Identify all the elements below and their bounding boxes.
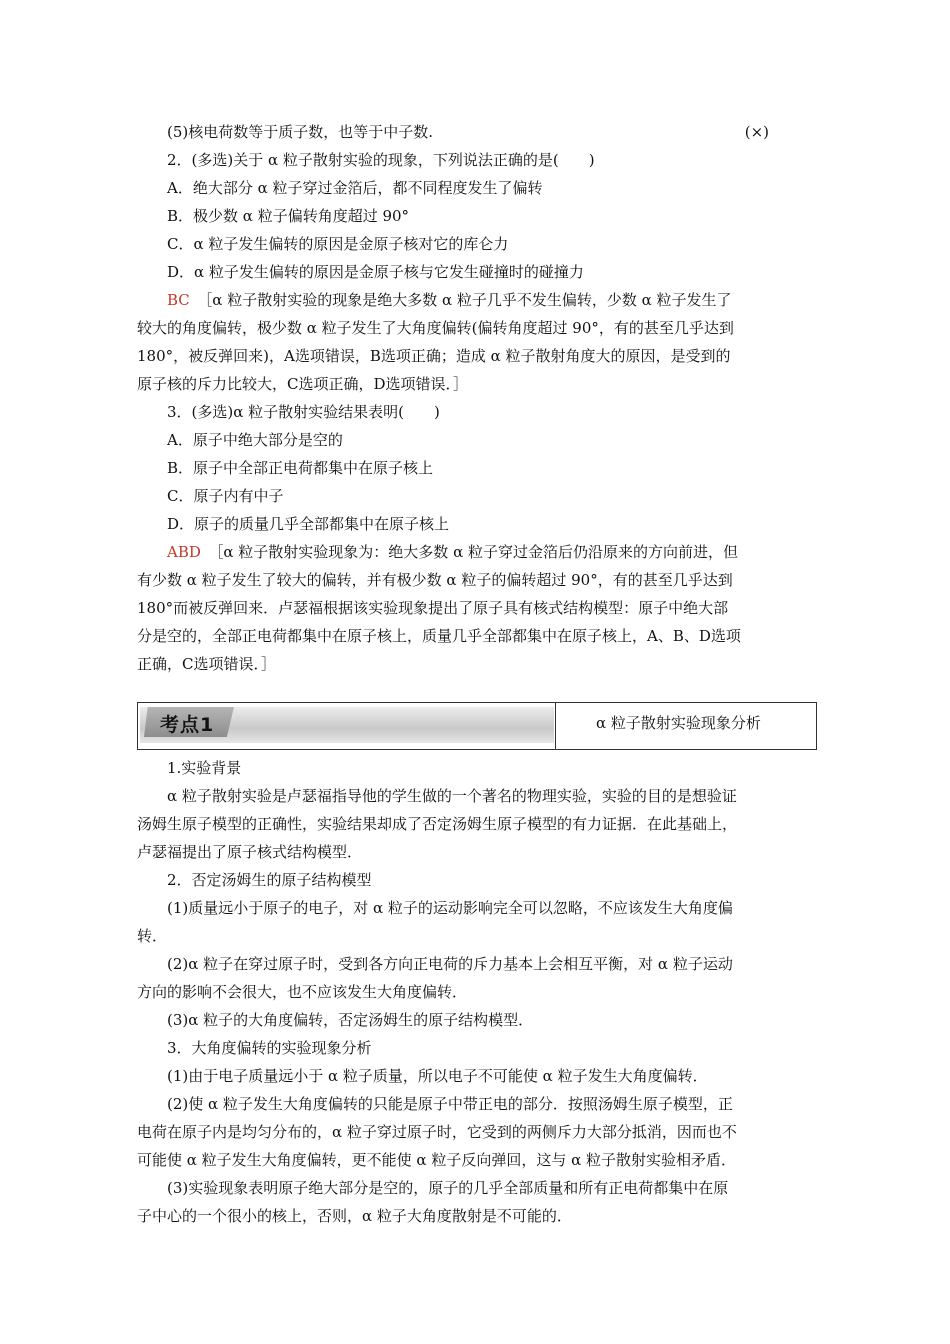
question-2-option-d: D．α 粒子发生偏转的原因是金原子核与它发生碰撞时的碰撞力 <box>167 263 584 281</box>
body-text-line: (3)实验现象表明原子绝大部分是空的，原子的几乎全部质量和所有正电荷都集中在原 <box>167 1179 729 1197</box>
question-3-answer: ABD <box>167 543 201 561</box>
question-2-explanation-line: 较大的角度偏转，极少数 α 粒子发生了大角度偏转(偏转角度超过 90°，有的甚至几乎达到 <box>137 319 734 337</box>
body-text-line: 方向的影响不会很大，也不应该发生大角度偏转． <box>137 983 468 1001</box>
body-text-line: (1)质量远小于原子的电子，对 α 粒子的运动影响完全可以忽略，不应该发生大角度偏 <box>167 899 733 917</box>
body-text-line: 汤姆生原子模型的正确性，实验结果却成了否定汤姆生原子模型的有力证据．在此基础上， <box>137 815 738 833</box>
statement-5-mark: (×) <box>744 123 769 141</box>
kaodian-header <box>137 702 817 750</box>
question-2-explanation-line: 180°，被反弹回来)，A选项错误，B选项正确；造成 α 粒子散射角度大的原因，是受到的 <box>137 347 731 365</box>
question-2-explanation-line: 原子核的斥力比较大，C选项正确，D选项错误．］ <box>137 375 469 393</box>
body-text-line: α 粒子散射实验是卢瑟福指导他的学生做的一个著名的物理实验，实验的目的是想验证 <box>167 787 737 805</box>
body-text-line: 子中心的一个很小的核上，否则，α 粒子大角度散射是不可能的． <box>137 1207 572 1225</box>
body-text-line: (1)由于电子质量远小于 α 粒子质量，所以电子不可能使 α 粒子发生大角度偏转． <box>167 1067 708 1085</box>
kaodian-body <box>137 754 817 1230</box>
body-text-line: (2)使 α 粒子发生大角度偏转的只能是原子中带正电的部分．按照汤姆生原子模型，正 <box>167 1095 733 1113</box>
question-2-option-a: A．绝大部分 α 粒子穿过金箔后，都不同程度发生了偏转 <box>167 179 543 197</box>
question-3-option-b: B．原子中全部正电荷都集中在原子核上 <box>167 459 434 477</box>
question-3-option-d: D．原子的质量几乎全部都集中在原子核上 <box>167 515 450 533</box>
body-text-line: 卢瑟福提出了原子核式结构模型． <box>137 843 363 861</box>
body-text-line: 电荷在原子内是均匀分布的，α 粒子穿过原子时，它受到的两侧斥力大部分抵消，因而也不 <box>137 1123 737 1141</box>
question-3-explanation-line <box>137 538 817 566</box>
question-3-explanation-line: 分是空的，全部正电荷都集中在原子核上，质量几乎全部都集中在原子核上，A、B、D选项 <box>137 627 741 645</box>
question-2-option-c: C．α 粒子发生偏转的原因是金原子核对它的库仑力 <box>167 235 509 253</box>
question-2 <box>137 146 817 398</box>
kaodian-title: α 粒子散射实验现象分析 <box>596 714 761 732</box>
question-3-explanation-line: 正确，C选项错误．］ <box>137 655 276 673</box>
statement-5-text: (5)核电荷数等于质子数，也等于中子数. <box>167 123 434 141</box>
body-text-line: 1.实验背景 <box>167 759 242 777</box>
kaodian-label: 考点1 <box>160 714 215 736</box>
question-2-stem: 2．(多选)关于 α 粒子散射实验的现象，下列说法正确的是( ) <box>167 151 595 169</box>
statement-5 <box>137 118 817 146</box>
body-text-line: 2．否定汤姆生的原子结构模型 <box>167 871 372 889</box>
question-2-explanation-text: ［α 粒子散射实验的现象是绝大多数 α 粒子几乎不发生偏转，少数 α 粒子发生了 <box>204 291 732 309</box>
question-3-stem: 3．(多选)α 粒子散射实验结果表明( ) <box>167 403 440 421</box>
question-2-explanation-line <box>137 286 817 314</box>
body-text-line: 3．大角度偏转的实验现象分析 <box>167 1039 372 1057</box>
body-text-line: (2)α 粒子在穿过原子时，受到各方向正电荷的斥力基本上会相互平衡，对 α 粒子运动 <box>167 955 733 973</box>
body-text-line: 转． <box>137 927 168 945</box>
question-3-explanation-line: 180°而被反弹回来．卢瑟福根据该实验现象提出了原子具有核式结构模型：原子中绝大部 <box>137 599 729 617</box>
body-text-line: (3)α 粒子的大角度偏转，否定汤姆生的原子结构模型． <box>167 1011 534 1029</box>
question-3 <box>137 398 817 678</box>
question-3-explanation-line: 有少数 α 粒子发生了较大的偏转，并有极少数 α 粒子的偏转超过 90°，有的甚至几乎达到 <box>137 571 733 589</box>
document-page <box>137 118 817 1230</box>
question-3-option-a: A．原子中绝大部分是空的 <box>167 431 343 449</box>
body-text-line: 可能使 α 粒子发生大角度偏转，更不能使 α 粒子反向弹回，这与 α 粒子散射实验相矛盾． <box>137 1151 737 1169</box>
question-2-answer: BC <box>167 291 190 309</box>
question-2-option-b: B．极少数 α 粒子偏转角度超过 90° <box>167 207 410 225</box>
question-3-option-c: C．原子内有中子 <box>167 487 284 505</box>
question-3-explanation-text: ［α 粒子散射实验现象为：绝大多数 α 粒子穿过金箔后仍沿原来的方向前进，但 <box>215 543 738 561</box>
